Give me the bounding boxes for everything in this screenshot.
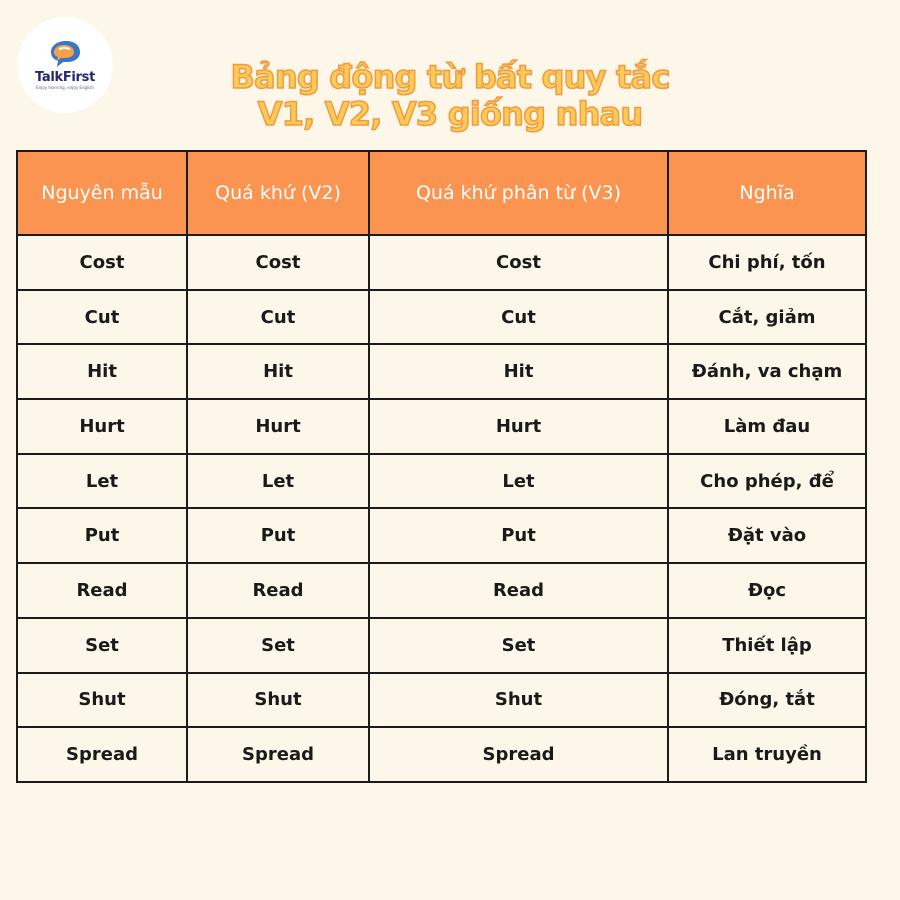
cell-base-form: Put: [17, 508, 187, 563]
cell-meaning: Đọc: [668, 563, 866, 618]
table-row: [17, 727, 866, 782]
cell-base-form: Read: [17, 563, 187, 618]
cell-past-simple: Hit: [187, 344, 369, 399]
cell-past-participle: Let: [369, 454, 668, 509]
cell-meaning: Cho phép, để: [668, 454, 866, 509]
cell-meaning: Thiết lập: [668, 618, 866, 673]
cell-past-participle: Read: [369, 563, 668, 618]
page-title-line-2: V1, V2, V3 giống nhau: [257, 95, 643, 133]
cell-meaning: Làm đau: [668, 399, 866, 454]
cell-meaning: Đánh, va chạm: [668, 344, 866, 399]
table-row: [17, 508, 866, 563]
cell-past-simple: Let: [187, 454, 369, 509]
table-row: [17, 344, 866, 399]
cell-base-form: Spread: [17, 727, 187, 782]
cell-base-form: Hurt: [17, 399, 187, 454]
cell-past-simple: Read: [187, 563, 369, 618]
table-row: [17, 563, 866, 618]
cell-meaning: Đặt vào: [668, 508, 866, 563]
cell-past-simple: Cut: [187, 290, 369, 345]
cell-meaning: Lan truyền: [668, 727, 866, 782]
table-header-row: [17, 151, 866, 235]
cell-base-form: Let: [17, 454, 187, 509]
cell-past-simple: Hurt: [187, 399, 369, 454]
cell-meaning: Đóng, tắt: [668, 673, 866, 728]
table-row: [17, 454, 866, 509]
cell-base-form: Shut: [17, 673, 187, 728]
chat-bubble-icon: [48, 39, 82, 71]
cell-base-form: Hit: [17, 344, 187, 399]
logo-name: TalkFirst: [34, 70, 96, 85]
header-past-simple: Quá khứ (V2): [187, 151, 369, 235]
cell-past-participle: Hit: [369, 344, 668, 399]
irregular-verbs-table: [16, 150, 867, 783]
page-title-line-1: Bảng động từ bất quy tắc: [230, 58, 670, 96]
header-base-form: Nguyên mẫu: [17, 151, 187, 235]
table-row: [17, 673, 866, 728]
cell-past-participle: Hurt: [369, 399, 668, 454]
table-row: [17, 618, 866, 673]
talkfirst-logo: [17, 17, 113, 113]
cell-past-participle: Spread: [369, 727, 668, 782]
cell-past-participle: Shut: [369, 673, 668, 728]
table-row: [17, 399, 866, 454]
cell-past-participle: Set: [369, 618, 668, 673]
cell-past-participle: Cost: [369, 235, 668, 290]
header-meaning: Nghĩa: [668, 151, 866, 235]
cell-past-simple: Put: [187, 508, 369, 563]
table-row: [17, 290, 866, 345]
cell-meaning: Cắt, giảm: [668, 290, 866, 345]
cell-base-form: Cost: [17, 235, 187, 290]
logo-tagline: Enjoy learning, enjoy English: [36, 85, 94, 90]
cell-past-participle: Cut: [369, 290, 668, 345]
header-past-participle: Quá khứ phân từ (V3): [369, 151, 668, 235]
cell-base-form: Set: [17, 618, 187, 673]
cell-past-simple: Spread: [187, 727, 369, 782]
table-row: [17, 235, 866, 290]
cell-past-participle: Put: [369, 508, 668, 563]
cell-past-simple: Set: [187, 618, 369, 673]
cell-meaning: Chi phí, tốn: [668, 235, 866, 290]
cell-base-form: Cut: [17, 290, 187, 345]
cell-past-simple: Cost: [187, 235, 369, 290]
cell-past-simple: Shut: [187, 673, 369, 728]
